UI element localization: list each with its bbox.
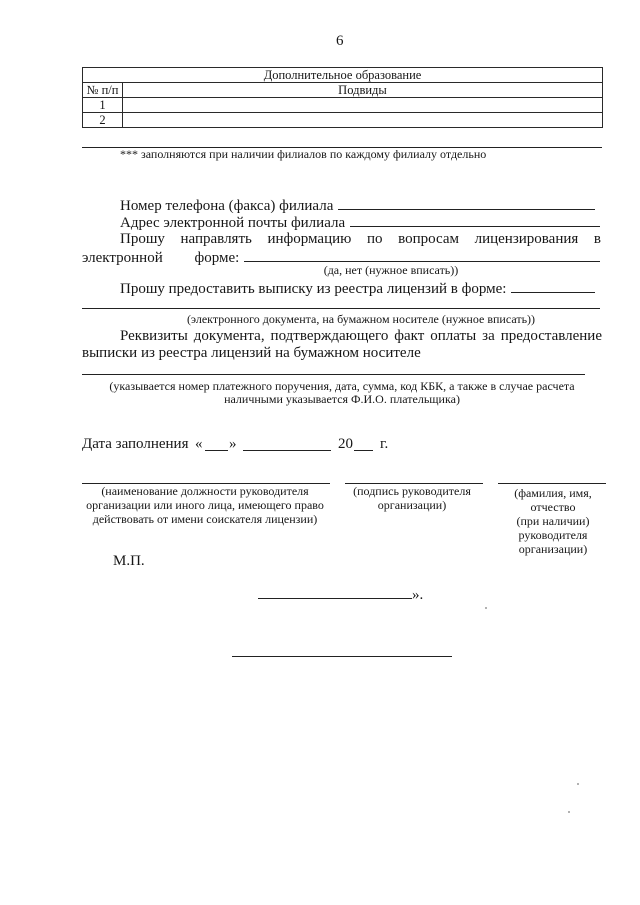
caption-line: действовать от имени соискателя лицензии) bbox=[92, 512, 318, 526]
caption-line: (наименование должности руководителя bbox=[101, 484, 309, 498]
branch-email-blank bbox=[350, 213, 600, 227]
row-subtype-cell bbox=[123, 98, 603, 113]
extract-request-blank bbox=[511, 279, 595, 293]
closing-line bbox=[258, 585, 423, 604]
closing-quote: ». bbox=[412, 587, 424, 603]
payment-hint-line2: наличными указывается Ф.И.О. плательщика) bbox=[224, 392, 460, 406]
position-caption bbox=[80, 484, 330, 526]
info-request-hint: (да, нет (нужное вписать)) bbox=[323, 263, 459, 277]
extract-request-hint: (электронного документа, на бумажном носителе (нужное вписать)) bbox=[186, 312, 536, 326]
info-request-label: электронной форме: bbox=[82, 250, 240, 266]
row-subtype-cell bbox=[123, 113, 603, 128]
table-row bbox=[83, 98, 603, 113]
bottom-rule bbox=[232, 656, 452, 657]
scan-speck bbox=[577, 783, 579, 785]
caption-line: организации) bbox=[377, 498, 447, 512]
table-title: Дополнительное образование bbox=[83, 68, 603, 83]
closing-blank bbox=[258, 585, 412, 599]
scan-speck bbox=[485, 607, 487, 609]
payment-details-blank bbox=[82, 374, 585, 375]
name-caption bbox=[503, 486, 603, 556]
additional-education-table bbox=[82, 67, 603, 128]
info-request-line1: Прошу направлять информацию по вопросам лицензирования в bbox=[120, 231, 601, 247]
signature-caption bbox=[352, 484, 472, 512]
caption-line: руководителя bbox=[518, 528, 588, 542]
fill-date-year-blank bbox=[354, 436, 373, 451]
scan-speck bbox=[568, 811, 570, 813]
payment-hint-line1: (указывается номер платежного поручения, дата, сумма, код КБК, а также в случае расчета bbox=[109, 379, 575, 393]
table-title-row bbox=[83, 68, 603, 83]
caption-line: организации или иного лица, имеющего право bbox=[86, 498, 324, 512]
table-header-row bbox=[83, 83, 603, 98]
fill-date-year-abbr: г. bbox=[380, 436, 389, 452]
fill-date-line bbox=[0, 436, 640, 453]
fill-date-open-quote: « bbox=[195, 436, 203, 452]
row-number: 1 bbox=[83, 98, 123, 113]
branch-phone-label: Номер телефона (факса) филиала bbox=[120, 198, 334, 214]
caption-line: отчество bbox=[530, 500, 576, 514]
name-signature-line bbox=[498, 483, 606, 484]
header-subtypes: Подвиды bbox=[123, 83, 603, 98]
footnote: *** заполняются при наличии филиалов по каждому филиалу отдельно bbox=[120, 147, 487, 161]
caption-line: организации) bbox=[518, 542, 588, 556]
table-row bbox=[83, 113, 603, 128]
extract-form-blank bbox=[82, 308, 600, 309]
extract-request-label: Прошу предоставить выписку из реестра лицензий в форме: bbox=[120, 281, 507, 297]
caption-line: (фамилия, имя, bbox=[514, 486, 592, 500]
payment-details-line2: выписки из реестра лицензий на бумажном носителе bbox=[82, 345, 421, 361]
row-number: 2 bbox=[83, 113, 123, 128]
fill-date-century: 20 bbox=[338, 436, 353, 452]
extract-request-line bbox=[120, 279, 595, 298]
caption-line: (при наличии) bbox=[516, 514, 590, 528]
branch-email-line bbox=[120, 213, 600, 232]
caption-line: (подпись руководителя bbox=[353, 484, 471, 498]
fill-date-label: Дата заполнения bbox=[82, 436, 189, 452]
payment-details-line1: Реквизиты документа, подтверждающего факт оплаты за предоставление bbox=[120, 328, 602, 344]
branch-phone-blank bbox=[338, 196, 595, 210]
page-number: 6 bbox=[336, 33, 344, 49]
fill-date-close-quote: » bbox=[229, 436, 237, 452]
fill-date-month-blank bbox=[243, 436, 331, 451]
branch-email-label: Адрес электронной почты филиала bbox=[120, 215, 346, 231]
info-request-blank bbox=[244, 248, 600, 262]
header-number: № п/п bbox=[83, 83, 123, 98]
stamp-label: М.П. bbox=[113, 553, 145, 569]
fill-date-day-blank bbox=[205, 436, 228, 451]
